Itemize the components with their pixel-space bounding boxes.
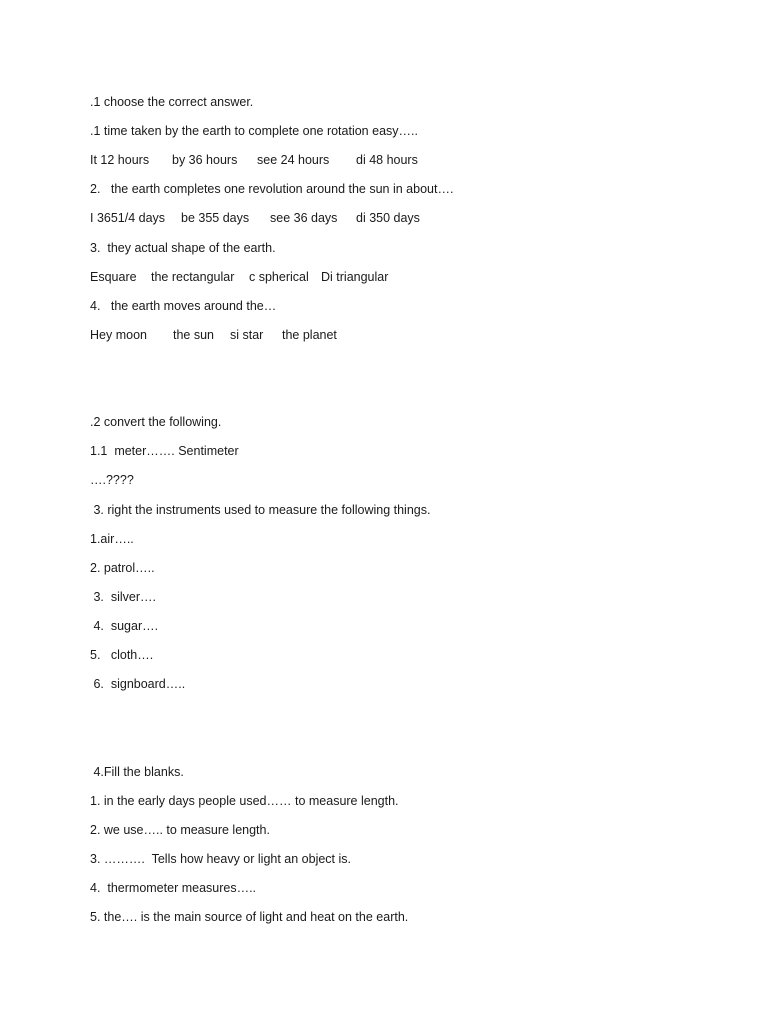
q2-option-d: di 350 days [356, 211, 420, 225]
q3-option-b: the rectangular [151, 270, 235, 284]
question-3-options [90, 269, 690, 285]
section4-heading: 4.Fill the blanks. [90, 765, 184, 779]
question-3: 3. they actual shape of the earth. [90, 241, 276, 255]
section4-item-2: 2. we use….. to measure length. [90, 823, 270, 837]
section3-item-2: 2. patrol….. [90, 561, 155, 575]
q2-option-b: be 355 days [181, 211, 250, 225]
section3-item-5: 5. cloth…. [90, 648, 154, 662]
section3-item-6: 6. signboard….. [90, 677, 186, 691]
section3-item-1: 1.air….. [90, 532, 134, 546]
q4-option-d: the planet [282, 328, 337, 342]
section2-item-2: ….???? [90, 473, 134, 487]
q1-option-b: by 36 hours [172, 153, 238, 167]
section2-item-1: 1.1 meter……. Sentimeter [90, 444, 239, 458]
section4-item-3: 3. ………. Tells how heavy or light an object is. [90, 852, 351, 866]
section2-heading: .2 convert the following. [90, 415, 222, 429]
q4-option-c: si star [230, 328, 264, 342]
section3-item-3: 3. silver…. [90, 590, 156, 604]
question-1: .1 time taken by the earth to complete one rotation easy….. [90, 124, 418, 138]
question-2: 2. the earth completes one revolution around the sun in about…. [90, 182, 454, 196]
q4-option-a: Hey moon [90, 328, 147, 342]
q1-option-a: It 12 hours [90, 153, 150, 167]
section4-item-5: 5. the…. is the main source of light and heat on the earth. [90, 910, 409, 924]
section4-item-1: 1. in the early days people used…… to measure length. [90, 794, 399, 808]
q4-option-b: the sun [173, 328, 215, 342]
question-1-options [90, 152, 690, 168]
section4-item-4: 4. thermometer measures….. [90, 881, 257, 895]
question-4-options [90, 327, 690, 343]
question-2-options [90, 210, 690, 226]
section3-item-4: 4. sugar…. [90, 619, 159, 633]
question-4: 4. the earth moves around the… [90, 299, 277, 313]
q2-option-c: see 36 days [270, 211, 338, 225]
q3-option-c: c spherical [249, 270, 309, 284]
q1-option-c: see 24 hours [257, 153, 330, 167]
q2-option-a: I 3651/4 days [90, 211, 166, 225]
q3-option-a: Esquare [90, 270, 137, 284]
q1-option-d: di 48 hours [356, 153, 418, 167]
q3-option-d: Di triangular [321, 270, 389, 284]
section3-heading: 3. right the instruments used to measure the following things. [90, 503, 431, 517]
section1-heading: .1 choose the correct answer. [90, 95, 254, 109]
